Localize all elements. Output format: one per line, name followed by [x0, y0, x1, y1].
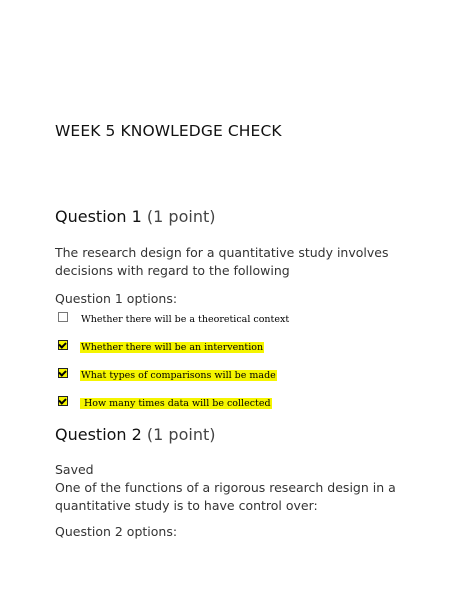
option-label: Whether there will be a theoretical context [81, 314, 290, 325]
question-1-options-label: Question 1 options: [55, 291, 178, 306]
question-1-title: Question 1 [55, 207, 142, 226]
question-1-option-2[interactable] [58, 342, 264, 353]
question-1-option-3[interactable] [58, 370, 277, 381]
question-1-option-4[interactable] [58, 398, 272, 409]
question-2-options-label: Question 2 options: [55, 524, 178, 539]
option-label: How many times data will be collected [81, 398, 271, 409]
option-label: Whether there will be an intervention [81, 342, 264, 353]
checkbox-checked-icon[interactable] [58, 396, 68, 406]
question-2-heading [55, 425, 215, 444]
page-title: WEEK 5 KNOWLEDGE CHECK [55, 122, 282, 140]
checkbox-checked-icon[interactable] [58, 340, 68, 350]
question-1-heading [55, 207, 215, 226]
question-1-text: The research design for a quantitative study involves decisions with regard to the following [55, 245, 389, 278]
question-2-saved-status: Saved [55, 462, 94, 477]
option-label: What types of comparisons will be made [81, 370, 276, 381]
checkbox-unchecked-icon[interactable] [58, 312, 68, 322]
question-1-option-1[interactable] [58, 314, 290, 325]
checkbox-checked-icon[interactable] [58, 368, 68, 378]
question-2-title: Question 2 [55, 425, 142, 444]
question-2-points: (1 point) [146, 425, 216, 444]
question-2-text: One of the functions of a rigorous research design in a quantitative study is to have control over: [55, 480, 396, 513]
question-1-points: (1 point) [146, 207, 216, 226]
